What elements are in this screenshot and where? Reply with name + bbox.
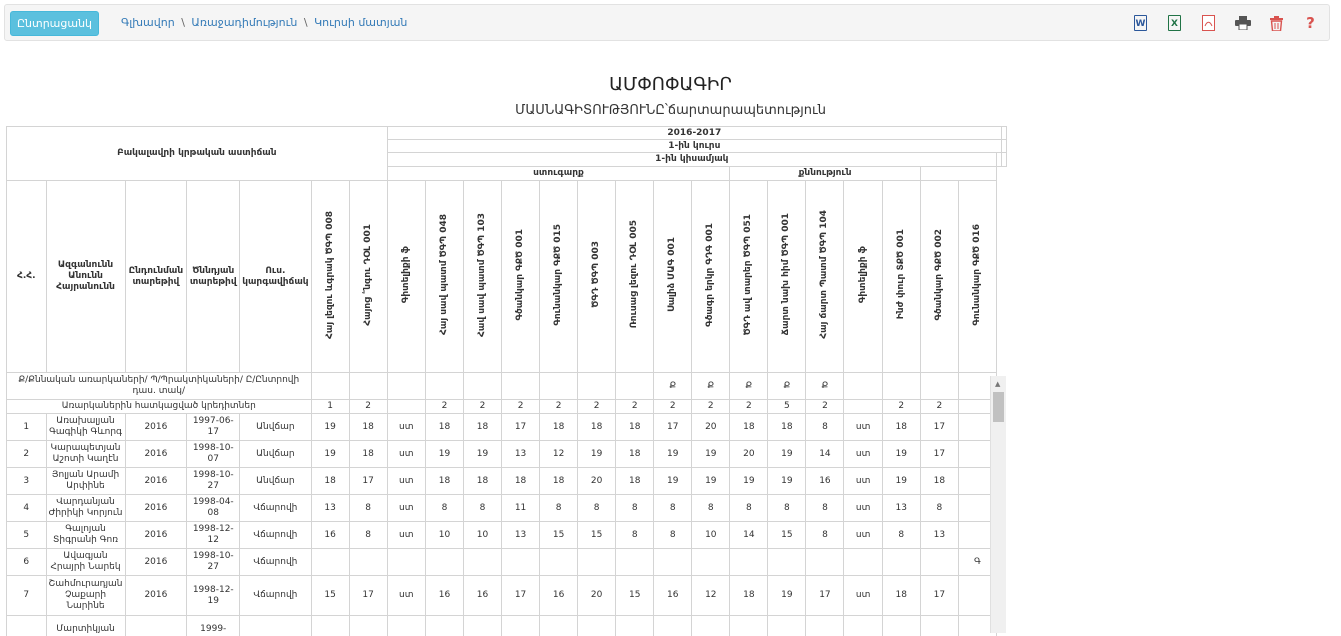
grade-cell: 11 xyxy=(502,495,540,522)
grade-cell: 8 xyxy=(349,495,387,522)
vertical-scrollbar[interactable] xyxy=(990,376,1006,633)
grade-cell: 20 xyxy=(692,414,730,441)
grade-cell: 17 xyxy=(920,576,958,616)
subject-column-header xyxy=(540,181,578,373)
form-cell: Ք xyxy=(654,373,692,400)
semester-header: 1-ին կիսամյակ xyxy=(387,153,996,167)
form-cell xyxy=(540,373,578,400)
grade-cell: 18 xyxy=(882,576,920,616)
credit-cell: 2 xyxy=(882,400,920,414)
breadcrumb-progress-link[interactable]: Առաջադիմություն xyxy=(191,16,297,29)
credit-group-header: ստուգարք xyxy=(387,167,730,181)
form-cell xyxy=(387,373,425,400)
grade-cell xyxy=(502,549,540,576)
student-name: Գալոյան Տիգրանի Գոռ xyxy=(46,522,125,549)
grade-cell: ստ xyxy=(387,468,425,495)
study-status: Վճարովի xyxy=(240,549,311,576)
grade-cell: 19 xyxy=(692,441,730,468)
grade-cell xyxy=(425,549,463,576)
student-name: Շահմուրադյան Չաքարի Նարինե xyxy=(46,576,125,616)
header-blank xyxy=(920,167,996,181)
credit-cell: 1 xyxy=(311,400,349,414)
form-cell xyxy=(882,373,920,400)
breadcrumb-course-journal-link[interactable]: Կուրսի մատյան xyxy=(314,16,407,29)
subject-name: Հայ ճարտ Պատմ ԾԳՊ 104 xyxy=(819,210,830,339)
subject-name: Գծանկար ԳՔԾ 002 xyxy=(934,229,945,321)
page-title: ԱՄՓՈՓԱԳԻՐ xyxy=(0,74,1341,95)
grade-cell: 16 xyxy=(654,576,692,616)
subject-name: Գծանկար ԳՔԾ 001 xyxy=(515,229,526,321)
grade-cell: 19 xyxy=(311,414,349,441)
admission-year: 2016 xyxy=(125,414,187,441)
row-number: 6 xyxy=(7,549,47,576)
grade-cell xyxy=(844,549,882,576)
form-cell xyxy=(502,373,540,400)
grade-cell: 8 xyxy=(882,522,920,549)
student-name: Առախալյան Գագիկի Գևորգ xyxy=(46,414,125,441)
birth-date: 1998-12-19 xyxy=(187,576,240,616)
grade-cell: 18 xyxy=(349,441,387,468)
grade-cell: 15 xyxy=(311,576,349,616)
grade-cell: 19 xyxy=(768,576,806,616)
grade-cell: 19 xyxy=(692,468,730,495)
grade-cell: 8 xyxy=(692,495,730,522)
admission-year: 2016 xyxy=(125,495,187,522)
trash-icon[interactable] xyxy=(1268,14,1285,33)
grade-cell: 18 xyxy=(882,414,920,441)
pdf-icon-shape xyxy=(1202,15,1215,31)
grade-cell: 8 xyxy=(654,522,692,549)
form-cell xyxy=(349,373,387,400)
grade-cell: 15 xyxy=(578,522,616,549)
grade-cell: 13 xyxy=(502,441,540,468)
subject-name: Գունանկար ԳՔԾ 016 xyxy=(972,224,983,326)
subject-name: Հայոց ՟նգու ԴՕԼ 001 xyxy=(363,224,374,326)
admission-year: 2016 xyxy=(125,549,187,576)
excel-icon[interactable] xyxy=(1166,14,1183,33)
grade-cell: 18 xyxy=(616,468,654,495)
student-name: Կարապետյան Աշոտի Կաղէն xyxy=(46,441,125,468)
grade-cell: 10 xyxy=(425,522,463,549)
grade-cell: 19 xyxy=(882,441,920,468)
subject-name: ԾԳԴ ԾԳՊ 003 xyxy=(591,241,602,308)
grade-cell: 18 xyxy=(540,468,578,495)
admission-year: 2016 xyxy=(125,468,187,495)
subject-column-header xyxy=(882,181,920,373)
subject-column-header xyxy=(768,181,806,373)
study-status: Վճարովի xyxy=(240,495,311,522)
grade-cell: 19 xyxy=(768,441,806,468)
grade-cell: 8 xyxy=(578,495,616,522)
subject-column-header xyxy=(502,181,540,373)
credits-row-label: Առարկաներին հատկացված կրեդիտներ xyxy=(7,400,312,414)
grade-cell: ստ xyxy=(844,522,882,549)
form-cell xyxy=(311,373,349,400)
grade-cell: 20 xyxy=(730,441,768,468)
export-toolbar xyxy=(1132,12,1319,34)
subject-name: Հայ լեզու ևգրակ ԾԳՊ 008 xyxy=(325,211,336,339)
grade-cell: 16 xyxy=(425,576,463,616)
grade-cell: 8 xyxy=(349,522,387,549)
table-row[interactable] xyxy=(7,468,1007,495)
credit-cell: 2 xyxy=(616,400,654,414)
subject-column-header xyxy=(806,181,844,373)
grade-cell: ստ xyxy=(387,414,425,441)
admission-year: 2016 xyxy=(125,522,187,549)
form-cell xyxy=(844,373,882,400)
subject-name: Սալիձ ՄԱԳ 001 xyxy=(667,237,678,312)
subject-column-header xyxy=(578,181,616,373)
grade-cell xyxy=(463,549,501,576)
grade-cell: 19 xyxy=(425,441,463,468)
credit-cell: 2 xyxy=(502,400,540,414)
table-row[interactable] xyxy=(7,522,1007,549)
grade-cell: 19 xyxy=(882,468,920,495)
table-row[interactable] xyxy=(7,441,1007,468)
grade-cell: 17 xyxy=(502,576,540,616)
grade-cell: ստ xyxy=(844,576,882,616)
student-name: Ավագյան Հրայրի Նարեկ xyxy=(46,549,125,576)
grade-cell: 17 xyxy=(654,414,692,441)
header-blank xyxy=(1002,127,1007,140)
form-cell: Ք xyxy=(806,373,844,400)
row-number: 2 xyxy=(7,441,47,468)
study-status: Անվճար xyxy=(240,441,311,468)
credit-cell xyxy=(387,400,425,414)
form-cell: Ք xyxy=(768,373,806,400)
breadcrumb-home-link[interactable]: Գլխավոր xyxy=(121,16,175,29)
study-status: Վճարովի xyxy=(240,576,311,616)
credit-cell: 2 xyxy=(349,400,387,414)
grade-cell: 14 xyxy=(806,441,844,468)
column-header: Ուս. կարգավիճակ xyxy=(240,181,311,373)
grade-cell: ստ xyxy=(387,576,425,616)
grade-cell xyxy=(578,549,616,576)
column-header: Ծննդյան տարեթիվ xyxy=(187,181,240,373)
grade-cell: 13 xyxy=(502,522,540,549)
table-row[interactable] xyxy=(7,414,1007,441)
grade-cell: 18 xyxy=(425,414,463,441)
grade-cell: ստ xyxy=(844,441,882,468)
subject-column-header xyxy=(654,181,692,373)
grade-cell: 17 xyxy=(920,414,958,441)
table-row[interactable] xyxy=(7,549,1007,576)
student-name: Վարդանյան Ժիրիկի Կորյուն xyxy=(46,495,125,522)
form-cell xyxy=(616,373,654,400)
subject-column-header xyxy=(463,181,501,373)
table-row[interactable] xyxy=(7,576,1007,616)
grade-cell: 13 xyxy=(920,522,958,549)
grade-cell: ստ xyxy=(844,468,882,495)
row-number: 5 xyxy=(7,522,47,549)
pdf-icon[interactable] xyxy=(1200,14,1217,33)
grade-cell xyxy=(540,549,578,576)
grade-cell: 20 xyxy=(578,576,616,616)
grade-cell: 8 xyxy=(654,495,692,522)
credit-cell: 5 xyxy=(768,400,806,414)
grade-cell: 16 xyxy=(463,576,501,616)
grade-cell: 15 xyxy=(616,576,654,616)
subject-name: Ճարտ նախ հիմ ԾԳՊ 001 xyxy=(781,213,792,335)
trash-icon-shape xyxy=(1270,16,1283,31)
credit-cell: 2 xyxy=(920,400,958,414)
grade-cell: 19 xyxy=(654,441,692,468)
summary-sheet xyxy=(6,126,1007,636)
subject-column-header xyxy=(616,181,654,373)
grade-cell: 8 xyxy=(920,495,958,522)
subject-name: Գիտելիքի ֆ xyxy=(858,246,869,303)
birth-date: 1998-10-07 xyxy=(187,441,240,468)
breadcrumb xyxy=(121,16,407,29)
study-status: Անվճար xyxy=(240,468,311,495)
grade-cell: 19 xyxy=(730,468,768,495)
form-cell xyxy=(425,373,463,400)
grade-cell: 19 xyxy=(768,468,806,495)
grade-cell: 19 xyxy=(311,441,349,468)
credit-cell: 2 xyxy=(425,400,463,414)
grade-cell: 16 xyxy=(311,522,349,549)
credit-cell: 2 xyxy=(463,400,501,414)
grade-cell: 16 xyxy=(806,468,844,495)
form-cell: Ք xyxy=(692,373,730,400)
row-number: 1 xyxy=(7,414,47,441)
credit-cell: 2 xyxy=(730,400,768,414)
grade-cell: 18 xyxy=(616,414,654,441)
subject-column-header xyxy=(692,181,730,373)
grade-cell: 13 xyxy=(882,495,920,522)
grade-cell: 18 xyxy=(920,468,958,495)
form-cell xyxy=(920,373,958,400)
grade-cell: 8 xyxy=(768,495,806,522)
print-icon[interactable] xyxy=(1234,14,1251,33)
subject-column-header xyxy=(844,181,882,373)
credit-cell: 2 xyxy=(654,400,692,414)
subject-column-header xyxy=(311,181,349,373)
credit-cell xyxy=(844,400,882,414)
grade-cell: 19 xyxy=(654,468,692,495)
subject-name: Հավ սավ պատմ ԾԳՊ 103 xyxy=(477,213,488,337)
grade-cell: 10 xyxy=(692,522,730,549)
grade-cell: 17 xyxy=(920,441,958,468)
column-header: Հ.Հ. xyxy=(7,181,47,373)
subject-name: Գիտելիքի ֆ xyxy=(401,246,412,303)
toolbar xyxy=(4,4,1330,41)
grade-cell: 16 xyxy=(540,576,578,616)
birth-date: 1997-06-17 xyxy=(187,414,240,441)
grade-cell: 15 xyxy=(768,522,806,549)
student-name: Մարտիկյան xyxy=(46,616,125,636)
form-row-label: Ք/Քննական առարկաների/ Պ/Պրակտիկաների/ Ը/Ընտրովի դաս. տակ/ xyxy=(7,373,312,400)
birth-date: 1998-04-08 xyxy=(187,495,240,522)
grade-cell xyxy=(349,549,387,576)
page-subtitle: ՄԱՍՆԱԳԻՏՈՒԹՅՈՒՆԸ՝ճարտարապետություն xyxy=(0,103,1341,118)
grade-cell: 17 xyxy=(502,414,540,441)
admission-year: 2016 xyxy=(125,441,187,468)
birth-date: 1998-12-12 xyxy=(187,522,240,549)
subject-column-header xyxy=(958,181,996,373)
grade-cell: 17 xyxy=(349,468,387,495)
row-number: 4 xyxy=(7,495,47,522)
grade-cell: 18 xyxy=(730,414,768,441)
course-header: 1-ին կուրս xyxy=(387,140,1001,153)
select-menu-button[interactable]: Ընտրացանկ xyxy=(10,11,99,36)
grade-cell: ստ xyxy=(387,522,425,549)
subject-name: Ինժ փուր ՏՔԾ 001 xyxy=(896,229,907,319)
grade-cell: 12 xyxy=(692,576,730,616)
grade-cell: 18 xyxy=(463,414,501,441)
print-icon-shape xyxy=(1235,16,1251,30)
credit-cell: 2 xyxy=(692,400,730,414)
grade-cell: 8 xyxy=(730,495,768,522)
row-number: 3 xyxy=(7,468,47,495)
grade-cell: ստ xyxy=(844,495,882,522)
column-header: Ընդունման տարեթիվ xyxy=(125,181,187,373)
word-icon-label: W xyxy=(1134,15,1147,31)
birth-date: 1999- xyxy=(187,616,240,636)
credit-cell: 2 xyxy=(806,400,844,414)
grade-cell xyxy=(806,549,844,576)
admission-year: 2016 xyxy=(125,576,187,616)
grade-cell xyxy=(730,549,768,576)
grade-cell: 8 xyxy=(616,522,654,549)
grade-cell xyxy=(882,549,920,576)
grade-cell: 12 xyxy=(540,441,578,468)
grades-table xyxy=(6,126,1007,636)
grade-cell: 8 xyxy=(806,522,844,549)
grade-cell xyxy=(311,549,349,576)
subject-column-header xyxy=(349,181,387,373)
grade-cell: 18 xyxy=(502,468,540,495)
scroll-up-icon[interactable]: ▲ xyxy=(995,380,1000,388)
grade-cell: 18 xyxy=(616,441,654,468)
grade-cell: 15 xyxy=(540,522,578,549)
grade-cell: 18 xyxy=(540,414,578,441)
subject-name: Հայ սավ պատմ ԾԳՊ 048 xyxy=(439,214,450,335)
year-header: 2016-2017 xyxy=(387,127,1001,140)
degree-header: Բակալավրի կրթական աստիճան xyxy=(7,127,388,181)
grade-cell: 18 xyxy=(730,576,768,616)
grade-cell: 18 xyxy=(578,414,616,441)
subject-column-header xyxy=(425,181,463,373)
grade-cell xyxy=(654,549,692,576)
grade-cell: 13 xyxy=(311,495,349,522)
subject-name: Ռուսաց լեզու ԴՕԼ 005 xyxy=(629,220,640,328)
subject-name: Գծագր երկր ԳԴԳ 001 xyxy=(705,223,716,327)
scrollbar-thumb[interactable] xyxy=(993,392,1004,422)
breadcrumb-separator: \ xyxy=(181,16,185,29)
subject-column-header xyxy=(730,181,768,373)
table-row[interactable] xyxy=(7,495,1007,522)
grade-cell: 18 xyxy=(768,414,806,441)
grade-cell: 8 xyxy=(616,495,654,522)
subject-column-header xyxy=(920,181,958,373)
exam-group-header: քննություն xyxy=(730,167,920,181)
credit-cell: 2 xyxy=(578,400,616,414)
study-status: Անվճար xyxy=(240,414,311,441)
grade-cell: 8 xyxy=(806,414,844,441)
grade-cell xyxy=(920,549,958,576)
word-icon[interactable] xyxy=(1132,14,1149,33)
grade-cell: 8 xyxy=(540,495,578,522)
grade-cell: ստ xyxy=(387,441,425,468)
grade-cell: 20 xyxy=(578,468,616,495)
grade-cell: 18 xyxy=(311,468,349,495)
grade-cell: 18 xyxy=(425,468,463,495)
row-number: 7 xyxy=(7,576,47,616)
help-icon[interactable]: ? xyxy=(1302,14,1319,33)
header-blank xyxy=(1002,153,1007,167)
grade-cell: ստ xyxy=(387,495,425,522)
grade-cell: 19 xyxy=(578,441,616,468)
grade-cell: 18 xyxy=(463,468,501,495)
birth-date: 1998-10-27 xyxy=(187,549,240,576)
grade-cell: 8 xyxy=(806,495,844,522)
grade-cell: 10 xyxy=(463,522,501,549)
form-cell xyxy=(463,373,501,400)
breadcrumb-separator: \ xyxy=(304,16,308,29)
grade-cell: 18 xyxy=(349,414,387,441)
grade-cell xyxy=(768,549,806,576)
grade-cell: 8 xyxy=(425,495,463,522)
student-name: Յոլյան Արամի Արփինե xyxy=(46,468,125,495)
subject-name: ԾԳԴ ավ տարեր ԾԳՊ 051 xyxy=(743,214,754,335)
grade-cell: 14 xyxy=(730,522,768,549)
grade-cell xyxy=(387,549,425,576)
form-cell: Ք xyxy=(730,373,768,400)
subject-name: Գունանկար ԳՔԾ 015 xyxy=(553,224,564,326)
form-cell xyxy=(578,373,616,400)
column-header: Ազգանունն Անունն Հայրանունն xyxy=(46,181,125,373)
subject-column-header xyxy=(387,181,425,373)
header-blank xyxy=(1002,140,1007,153)
grade-cell xyxy=(616,549,654,576)
study-status: Վճարովի xyxy=(240,522,311,549)
grade-cell: 17 xyxy=(806,576,844,616)
grade-cell xyxy=(692,549,730,576)
birth-date: 1998-10-27 xyxy=(187,468,240,495)
grade-cell: 8 xyxy=(463,495,501,522)
credit-cell: 2 xyxy=(540,400,578,414)
grade-cell: ստ xyxy=(844,414,882,441)
grade-cell: Գ xyxy=(958,549,996,576)
grade-cell: 19 xyxy=(463,441,501,468)
excel-icon-label: X xyxy=(1168,15,1181,31)
grade-cell: 17 xyxy=(349,576,387,616)
